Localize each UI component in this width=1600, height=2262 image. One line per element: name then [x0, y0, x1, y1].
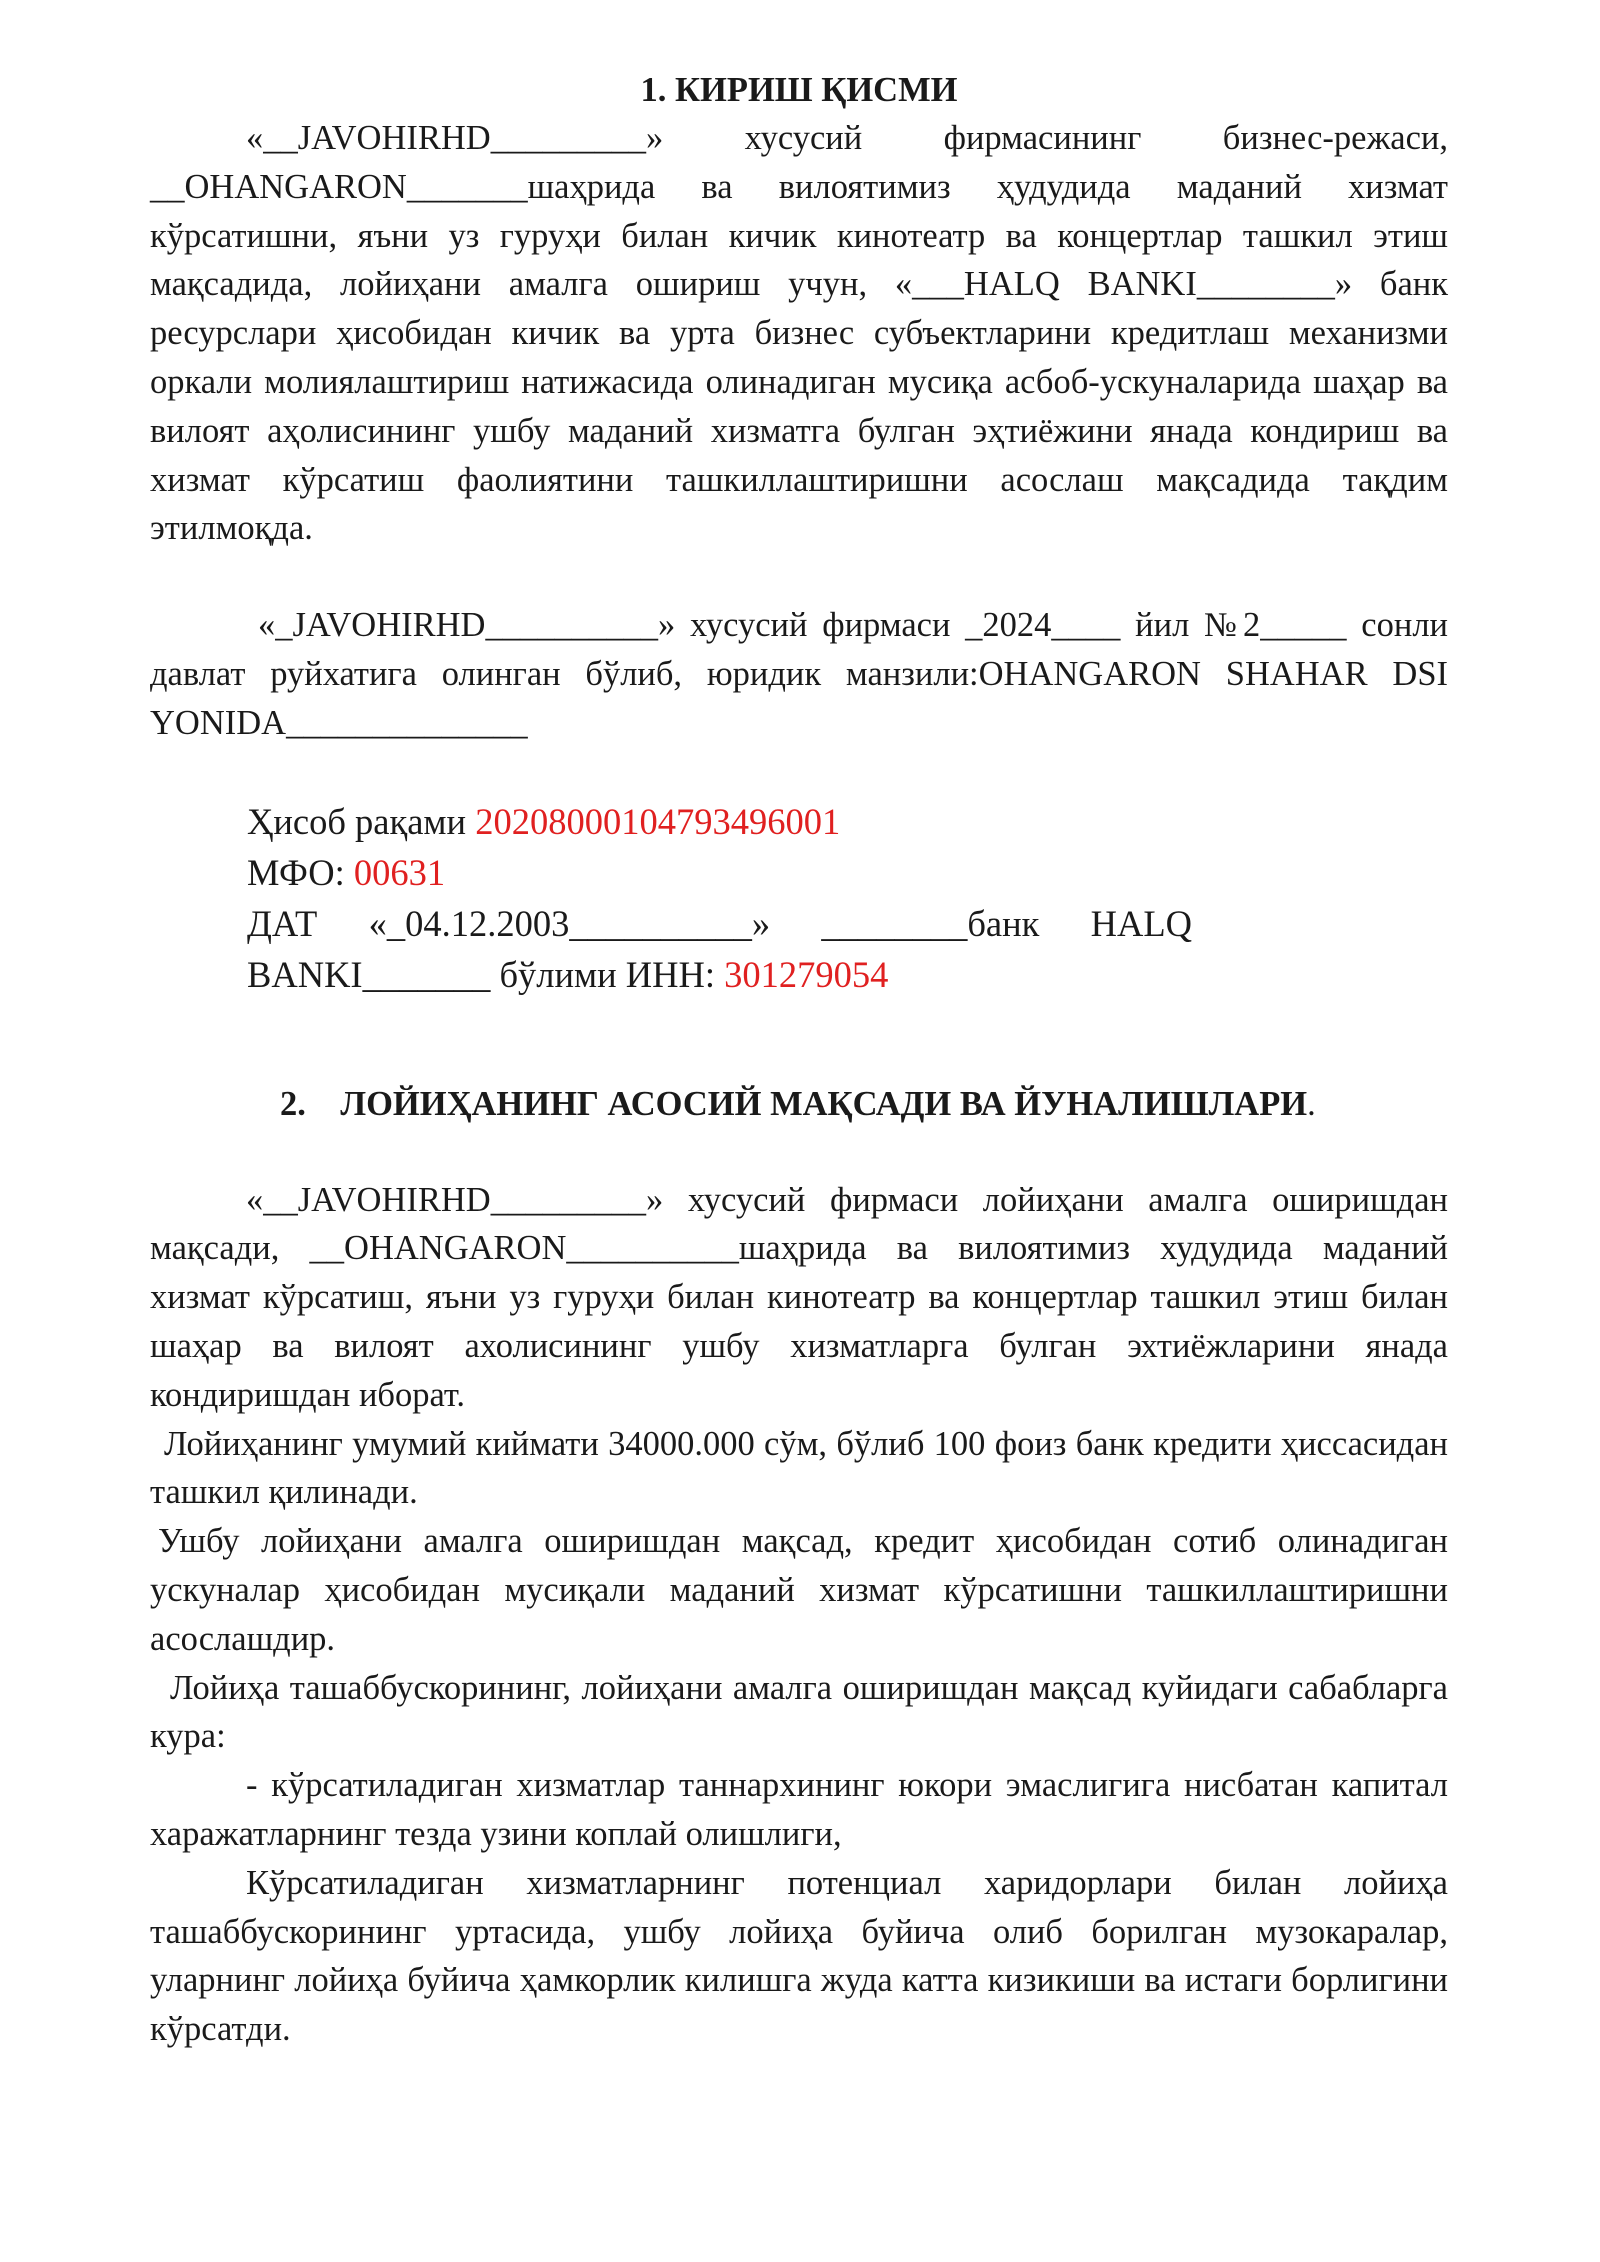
section-2-number: 2.	[280, 1084, 306, 1123]
mfo-label: МФО:	[247, 851, 345, 893]
account-label: Ҳисоб рақами	[247, 800, 467, 842]
bank-requisites	[150, 796, 1448, 1000]
inn-value: 301279054	[724, 953, 889, 995]
section-2-paragraph-5: - кўрсатиладиган хизматлар таннархининг юкори эмаслигига нисбатан капитал харажатларнинг тезда узини коплай олишлиги,	[150, 1766, 1448, 1853]
section-2-paragraph-1: «__JAVOHIRHD_________» хусусий фирмаси лойиҳани амалга оширишдан мақсади, __OHANGARON__________шаҳрида ва вилоятимиз худудида маданий хизмат кўрсатиш, яъни уз гуруҳи билан кинотеатр ва концертлар ташкил этиш билан шаҳар ва вилоят ахолисининг ушбу хизматларга булган эхтиёжларини янада кондиришдан иборат.	[150, 1180, 1448, 1414]
dat-text: ДАТ «_04.12.2003__________» ________банк HALQ BANKI_______ бўлими ИНН:	[247, 902, 1192, 995]
blank-line	[150, 748, 1448, 796]
account-value: 20208000104793496001	[475, 800, 841, 842]
blank-line	[150, 1128, 1448, 1176]
section-2-paragraph-2: Лойиҳанинг умумий киймати 34000.000 сўм, бўлиб 100 фоиз банк кредити ҳиссасидан ташкил қилинади.	[150, 1424, 1448, 1512]
section-2-title	[150, 1080, 1448, 1128]
section-2-paragraph-3: Ушбу лойиҳани амалга оширишдан мақсад, кредит ҳисобидан сотиб олинадиган ускуналар ҳисобидан мусиқали маданий хизмат кўрсатишни ташкиллаштиришни асослашдир.	[150, 1522, 1448, 1658]
section-2-paragraph-6: Кўрсатиладиган хизматларнинг потенциал харидорлари билан лойиҳа ташаббускорининг уртасида, ушбу лойиҳа буйича олиб борилган музокаралар, уларнинг лойиҳа буйича ҳамкорлик килишга жуда катта кизикиши ва истаги борлигини кўрсатди.	[150, 1863, 1448, 2049]
section-2-paragraph-4: Лойиҳа ташаббускорининг, лойиҳани амалга оширишдан мақсад куйидаги сабабларга кура:	[150, 1668, 1448, 1756]
registration-paragraph: «_JAVOHIRHD__________» хусусий фирмаси _2024____ йил №2_____ сонли давлат руйхатига олинган бўлиб, юридик манзили:OHANGARON SHAHAR DSI YONIDA______________	[150, 606, 1448, 742]
section-1-intro-paragraph: «__JAVOHIRHD_________» хусусий фирмасининг бизнес-режаси, __OHANGARON_______шаҳрида ва вилоятимиз ҳудудида маданий хизмат кўрсатишни, яъни уз гуруҳи билан кичик кинотеатр ва концертлар ташкил этиш мақсадида, лойиҳани амалга ошириш учун, «___HALQ BANKI________» банк ресурслари ҳисобидан кичик ва урта бизнес субъектларини кредитлаш механизми оркали молиялаштириш натижасида олинадиган мусиқа асбоб-ускуналарида шаҳар ва вилоят аҳолисининг ушбу маданий хизматга булган эҳтиёжини янада кондириш ва хизмат кўрсатиш фаолиятини ташкиллаштиришни асослаш мақсадида тақдим этилмоқда.	[150, 119, 1448, 548]
document-page	[150, 66, 1448, 2054]
mfo-line	[247, 847, 1448, 898]
account-line	[247, 796, 1448, 847]
mfo-value: 00631	[353, 851, 446, 893]
section-1-title: 1. КИРИШ ҚИСМИ	[640, 71, 958, 109]
dat-line	[247, 898, 1448, 1000]
blank-line	[150, 553, 1448, 601]
section-2-title-suffix: .	[1307, 1084, 1316, 1123]
blank-line	[150, 1000, 1448, 1080]
section-2-title-text: ЛОЙИҲАНИНГ АСОСИЙ МАҚСАДИ ВА ЙУНАЛИШЛАРИ	[340, 1084, 1308, 1123]
